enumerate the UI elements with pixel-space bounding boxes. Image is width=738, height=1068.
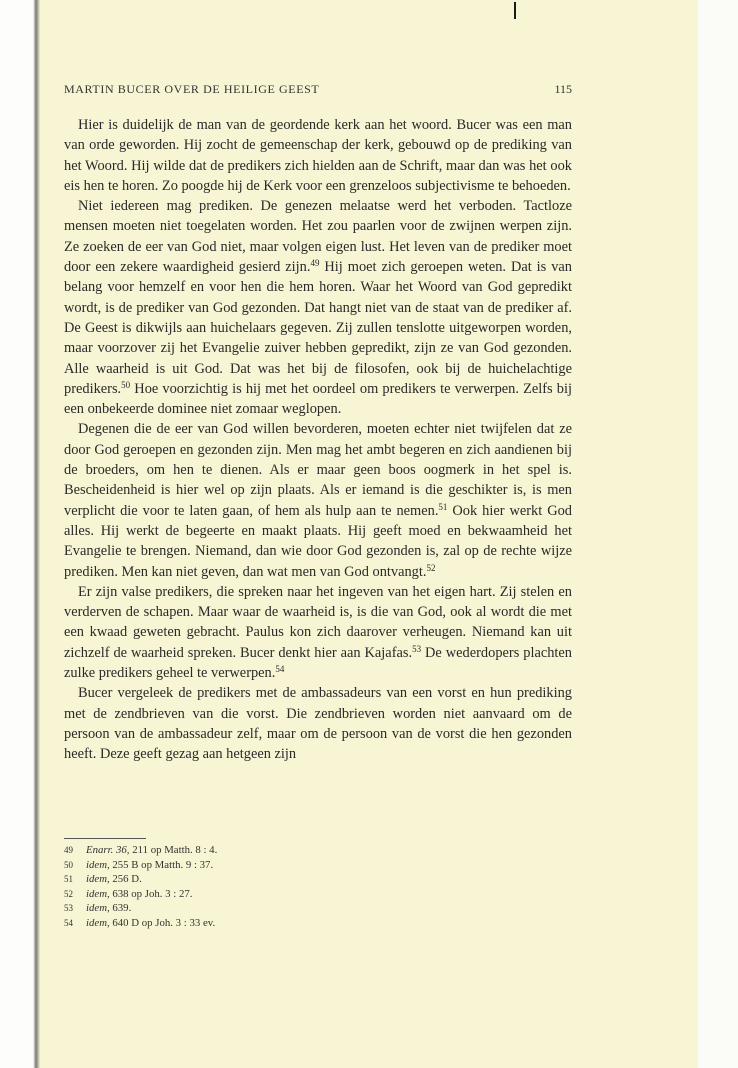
footnote	[64, 901, 544, 916]
footnote-source: Enarr. 36,	[86, 844, 130, 856]
paragraph-text: De wederdopers plachten zulke predikers geheel te verwerpen.	[64, 644, 572, 682]
footnote-number: 52	[64, 888, 73, 899]
paragraph-text: Hier is duidelijk de man van de geordende kerk aan het woord. Bucer was een man van orde geworden. Hij zocht de gemeenschap der kerk, gebouwd op de prediking van het Woord. Hij wilde dat de predikers zich hielden aan de Schrift, maar dan was het ook eis hen te horen. Zo poogde hij de Kerk voor een grenzeloos subjectivisme te behoeden.	[64, 117, 572, 194]
footnotes	[64, 843, 544, 931]
footnote-reference: 51	[438, 501, 448, 512]
footnote-number: 51	[64, 874, 73, 885]
page-binding-edge	[33, 0, 40, 1068]
page-margin-right	[698, 0, 738, 1068]
footnote-reference-text: 256 D.	[109, 873, 142, 886]
paragraph	[64, 115, 572, 196]
footnote	[64, 916, 544, 931]
paragraph-text: Hoe voorzichtig is hij met het oordeel om predikers te verwerpen. Zelfs bij een onbekeerde dominee niet zomaar weglopen.	[64, 380, 572, 418]
footnote-reference-text: 638 op Joh. 3 : 27.	[109, 887, 193, 900]
scan-mark	[514, 2, 516, 19]
footnote-reference-text: 640 D op Joh. 3 : 33 ev.	[109, 916, 216, 929]
footnote-reference: 53	[412, 643, 422, 654]
footnote	[64, 872, 544, 887]
running-head	[64, 82, 572, 97]
footnote-reference: 50	[121, 379, 131, 390]
paragraph-text: Hij moet zich geroepen weten. Dat is van belang voor hemzelf en voor hen die hem horen. Waar het Woord van God gepredikt wordt, is de prediker van God gezonden. Dat hangt niet van de staat van de prediker af. De Geest is dikwijls aan huichelaars gegeven. Zij zullen tenslotte uitgeworpen worden, maar voorzover zij het Evangelie zuiver hebben gepredikt, zijn ze van God gezonden. Alle waarheid is uit God. Dat was het bij de filosofen, ook bij de huichelachtige predikers.	[64, 259, 572, 397]
footnote-reference-text: 639.	[109, 902, 132, 915]
paragraph	[64, 419, 572, 581]
footnote	[64, 843, 544, 858]
footnote	[64, 887, 544, 902]
running-head-title: MARTIN BUCER OVER DE HEILIGE GEEST	[64, 82, 320, 96]
footnote-rule	[64, 838, 146, 839]
footnote-source: idem,	[86, 887, 110, 900]
footnote-source: idem,	[86, 916, 110, 929]
footnote-source: idem,	[86, 873, 110, 886]
footnote-number: 54	[64, 917, 73, 928]
footnote-reference-text: 255 B op Matth. 9 : 37.	[109, 858, 214, 871]
paragraph	[64, 196, 572, 419]
footnote-number: 50	[64, 859, 73, 870]
body-text	[64, 115, 572, 765]
paragraph-text: Er zijn valse predikers, die spreken naar het ingeven van het eigen hart. Zij stelen en verderven de schapen. Maar waar de waarheid is, is die van God, ook al wordt die met een kwaad geweten gebracht. Paulus kon zich daarover verheugen. Niemand kan uit zichzelf de waarheid spreken. Bucer denkt hier aan Kajafas.	[64, 583, 572, 661]
paragraph-text: Ook hier werkt God alles. Hij werkt de begeerte en maakt plaats. Hij geeft moed en bekwaamheid het Evangelie te brengen. Niemand, dan wie door God gezonden is, zal op de rechte wijze prediken. Men kan niet geven, dan wat men van God ontvangt.	[64, 502, 572, 580]
footnote-reference: 54	[275, 664, 285, 675]
footnote-source: idem,	[86, 858, 110, 871]
paragraph-text: Degenen die de eer van God willen bevorderen, moeten echter niet twijfelen dat ze door God geroepen en gezonden zijn. Men mag het ambt begeren en zich aandienen bij de broeders, om hen te dienen. Als er maar geen boos oogmerk in het spel is. Bescheidenheid is hier wel op zijn plaats. Als er iemand is die geschikter is, is men verplicht die voor te laten gaan, of hem als hulp aan te nemen.	[64, 421, 572, 519]
paragraph	[64, 683, 572, 764]
footnote-number: 49	[64, 845, 73, 855]
footnote	[64, 858, 544, 873]
footnote-number: 53	[64, 903, 73, 914]
footnote-reference: 49	[310, 258, 320, 269]
footnote-source: idem,	[86, 902, 110, 915]
paragraph-text: Bucer vergeleek de predikers met de ambassadeurs van een vorst en hun prediking met de zendbrieven van die vorst. Die zendbrieven worden niet aanvaard om de persoon van de ambassadeur zelf, maar om de persoon van de vorst die hen gezonden heeft. Deze geeft gezag aan hetgeen zijn	[64, 685, 572, 763]
footnote-reference: 52	[426, 562, 436, 573]
footnote-reference-text: 211 op Matth. 8 : 4.	[129, 844, 218, 856]
page-number: 115	[554, 82, 572, 96]
paragraph-text: Niet iedereen mag prediken. De genezen melaatse werd het verboden. Tactloze mensen moeten niet toegelaten worden. Het zou paarlen voor de zwijnen werpen zijn. Ze zoeken de eer van God niet, maar volgen eigen lust. Het leven van de prediker moet door een zekere waardigheid gesierd zijn.	[64, 198, 572, 276]
paragraph	[64, 582, 572, 683]
